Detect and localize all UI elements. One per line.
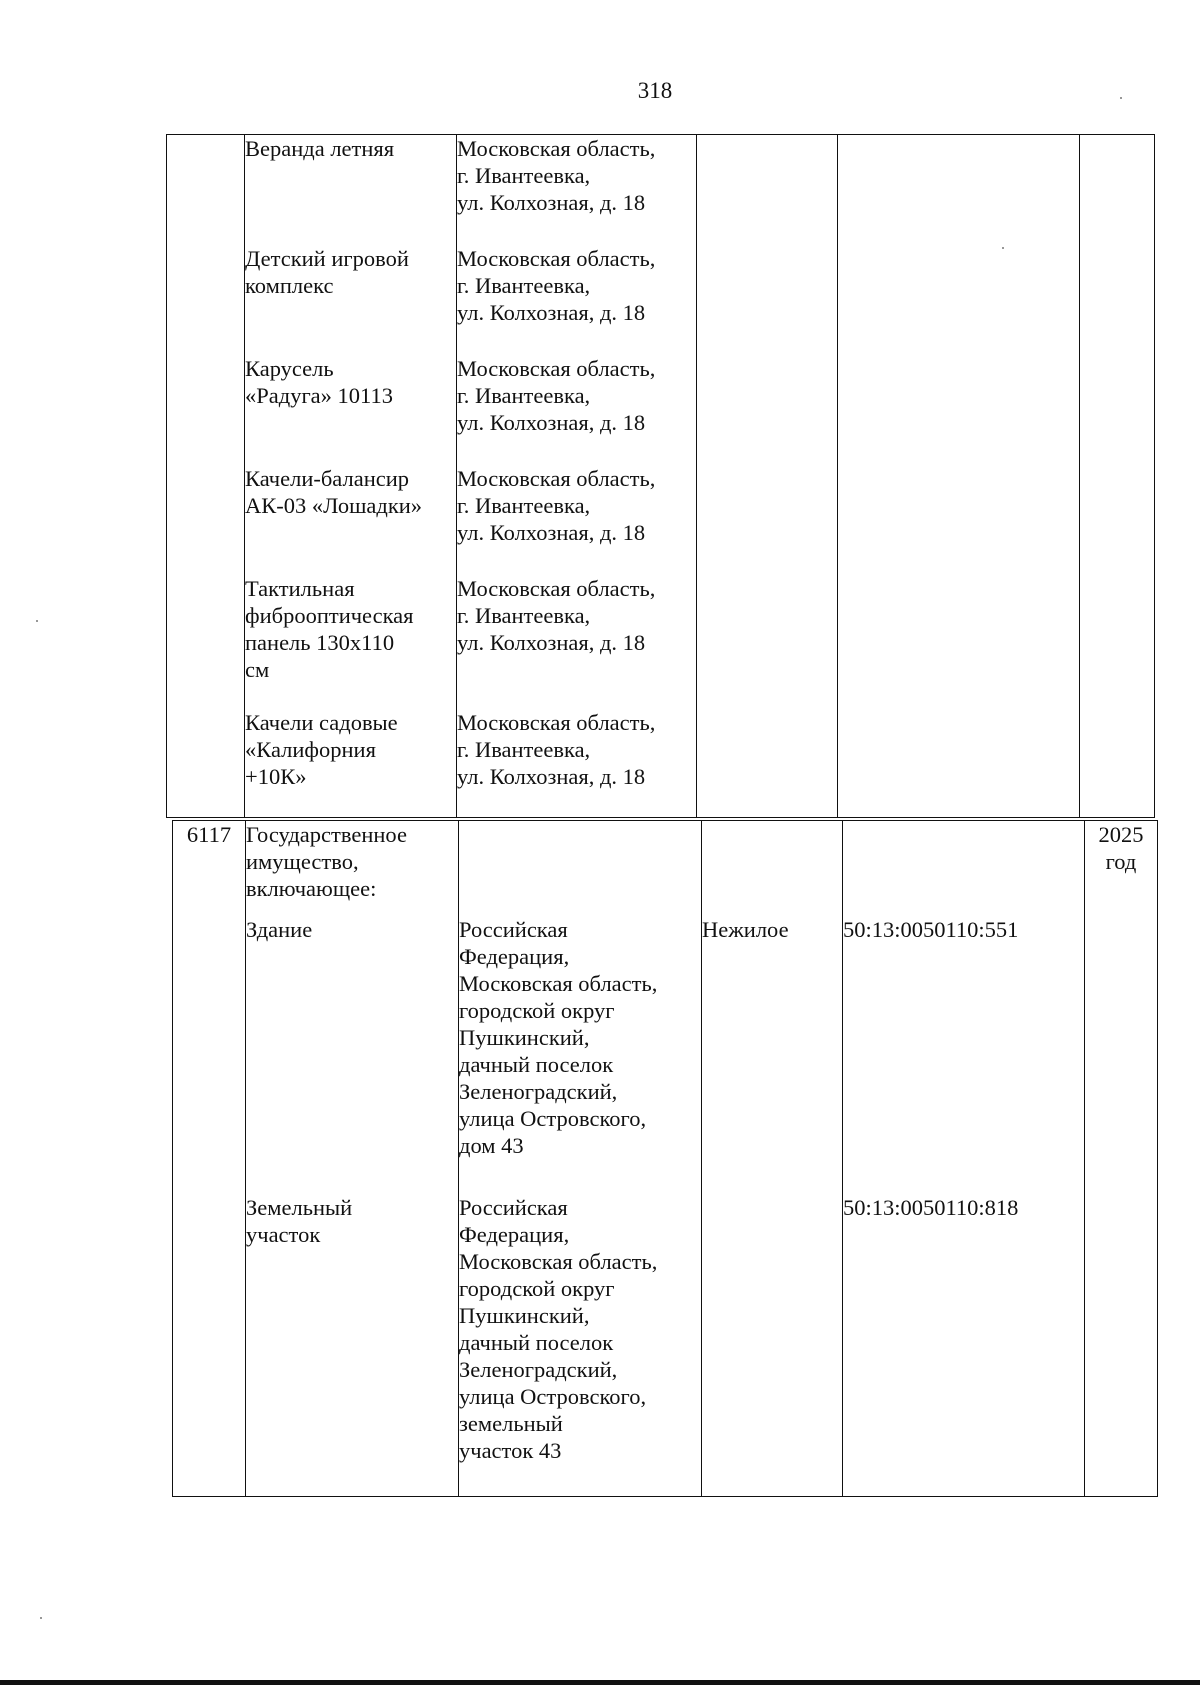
address-cell (459, 821, 702, 1497)
address-block: Московская область, г. Ивантеевка, ул. Колхозная, д. 18 (457, 466, 656, 545)
list-item: Земельный участок (246, 1195, 353, 1247)
address-block: Московская область, г. Ивантеевка, ул. Колхозная, д. 18 (457, 576, 656, 655)
cadastral-cell (843, 821, 1085, 1497)
property-table-continuation (166, 134, 1155, 818)
property-table-entry (172, 820, 1158, 1497)
entry-number: 6117 (173, 821, 246, 1497)
entry-header: Государственное имущество, включающее: (246, 822, 407, 901)
address-block: Московская область, г. Ивантеевка, ул. Колхозная, д. 18 (457, 356, 656, 435)
list-item: Качели-балансир АК-03 «Лошадки» (245, 466, 423, 518)
list-item: Веранда летняя (245, 136, 395, 161)
cadastral-cell (838, 135, 1080, 818)
address-block: Российская Федерация, Московская область, городской округ Пушкинский, дачный поселок Зеленоградский, улица Островского, земельный участок 43 (459, 1195, 658, 1463)
page-number: 318 (637, 78, 673, 103)
address-block: Московская область, г. Ивантеевка, ул. Колхозная, д. 18 (457, 246, 656, 325)
purpose-cell (697, 135, 838, 818)
scan-speck (1002, 247, 1004, 249)
address-block: Московская область, г. Ивантеевка, ул. Колхозная, д. 18 (457, 136, 656, 215)
cadastral-number: 50:13:0050110:551 (843, 917, 1019, 942)
list-item: Качели садовые «Калифорния +10К» (245, 710, 398, 789)
purpose-cell (702, 821, 843, 1497)
object-name-cell (246, 821, 459, 1497)
year-cell: 2025 год (1085, 821, 1158, 1497)
number-cell (167, 135, 245, 818)
address-cell (457, 135, 697, 818)
cadastral-number: 50:13:0050110:818 (843, 1195, 1019, 1220)
list-item: Детский игровой комплекс (245, 246, 409, 298)
list-item: Тактильная фиброоптическая панель 130х110 см (245, 576, 414, 682)
scan-speck (40, 1617, 42, 1619)
scan-speck (36, 620, 38, 622)
year-cell (1080, 135, 1155, 818)
object-name-cell (245, 135, 457, 818)
scan-speck (1120, 97, 1122, 99)
scan-edge-bar (0, 1680, 1200, 1685)
address-block: Российская Федерация, Московская область, городской округ Пушкинский, дачный поселок Зеленоградский, улица Островского, дом 43 (459, 917, 658, 1158)
table-row (173, 821, 1158, 1497)
purpose-value: Нежилое (702, 917, 789, 942)
list-item: Карусель «Радуга» 10113 (245, 356, 393, 408)
list-item: Здание (246, 917, 313, 942)
table-row (167, 135, 1155, 818)
address-block: Московская область, г. Ивантеевка, ул. Колхозная, д. 18 (457, 710, 656, 789)
